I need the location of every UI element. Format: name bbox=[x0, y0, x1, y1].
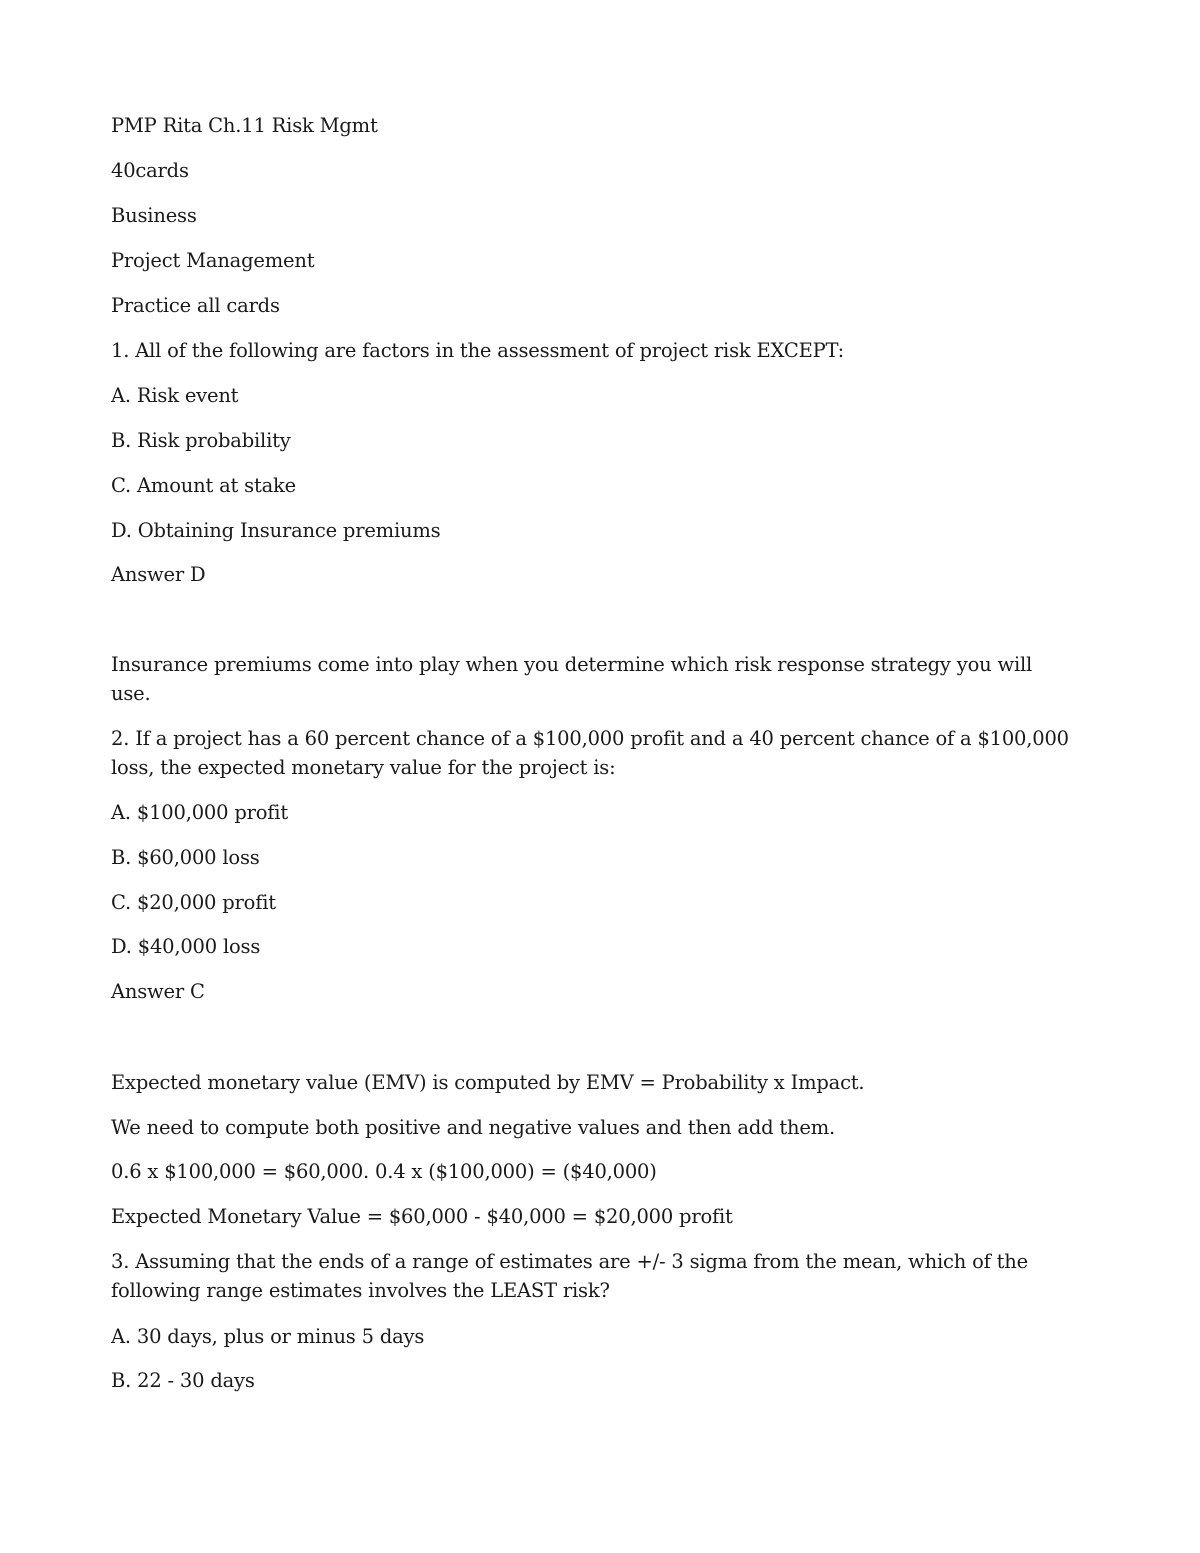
q2-question-line-2: loss, the expected monetary value for the project is: bbox=[111, 756, 616, 779]
q1-question: 1. All of the following are factors in the assessment of project risk EXCEPT: bbox=[111, 339, 845, 362]
q1-option-b: B. Risk probability bbox=[111, 429, 291, 452]
q2-option-d: D. $40,000 loss bbox=[111, 935, 261, 958]
q2-explanation-line-3: 0.6 x $100,000 = $60,000. 0.4 x ($100,000) = ($40,000) bbox=[111, 1160, 657, 1183]
q1-option-a: A. Risk event bbox=[111, 384, 239, 407]
card-count: 40cards bbox=[111, 159, 189, 182]
q1-answer: Answer D bbox=[111, 563, 206, 586]
q3-question-line-2: following range estimates involves the LEAST risk? bbox=[111, 1279, 610, 1302]
subcategory: Project Management bbox=[111, 249, 315, 272]
q2-option-b: B. $60,000 loss bbox=[111, 846, 260, 869]
q1-option-d: D. Obtaining Insurance premiums bbox=[111, 519, 441, 542]
q2-explanation-line-4: Expected Monetary Value = $60,000 - $40,000 = $20,000 profit bbox=[111, 1205, 733, 1228]
q2-answer: Answer C bbox=[111, 980, 205, 1003]
category: Business bbox=[111, 204, 197, 227]
q1-option-c: C. Amount at stake bbox=[111, 474, 296, 497]
q2-option-c: C. $20,000 profit bbox=[111, 891, 276, 914]
q2-option-a: A. $100,000 profit bbox=[111, 801, 288, 824]
q3-option-a: A. 30 days, plus or minus 5 days bbox=[111, 1325, 425, 1348]
deck-title: PMP Rita Ch.11 Risk Mgmt bbox=[111, 114, 378, 137]
q3-option-b: B. 22 - 30 days bbox=[111, 1369, 255, 1392]
q2-explanation-line-1: Expected monetary value (EMV) is computed by EMV = Probability x Impact. bbox=[111, 1071, 865, 1094]
q2-question-line-1: 2. If a project has a 60 percent chance of a $100,000 profit and a 40 percent chance of a $100,000 bbox=[111, 727, 1069, 750]
q3-question-line-1: 3. Assuming that the ends of a range of estimates are +/- 3 sigma from the mean, which of the bbox=[111, 1250, 1028, 1273]
practice-label: Practice all cards bbox=[111, 294, 280, 317]
q1-explanation-line-1: Insurance premiums come into play when you determine which risk response strategy you will bbox=[111, 653, 1033, 676]
q2-explanation-line-2: We need to compute both positive and negative values and then add them. bbox=[111, 1116, 836, 1139]
q1-explanation-line-2: use. bbox=[111, 682, 151, 705]
